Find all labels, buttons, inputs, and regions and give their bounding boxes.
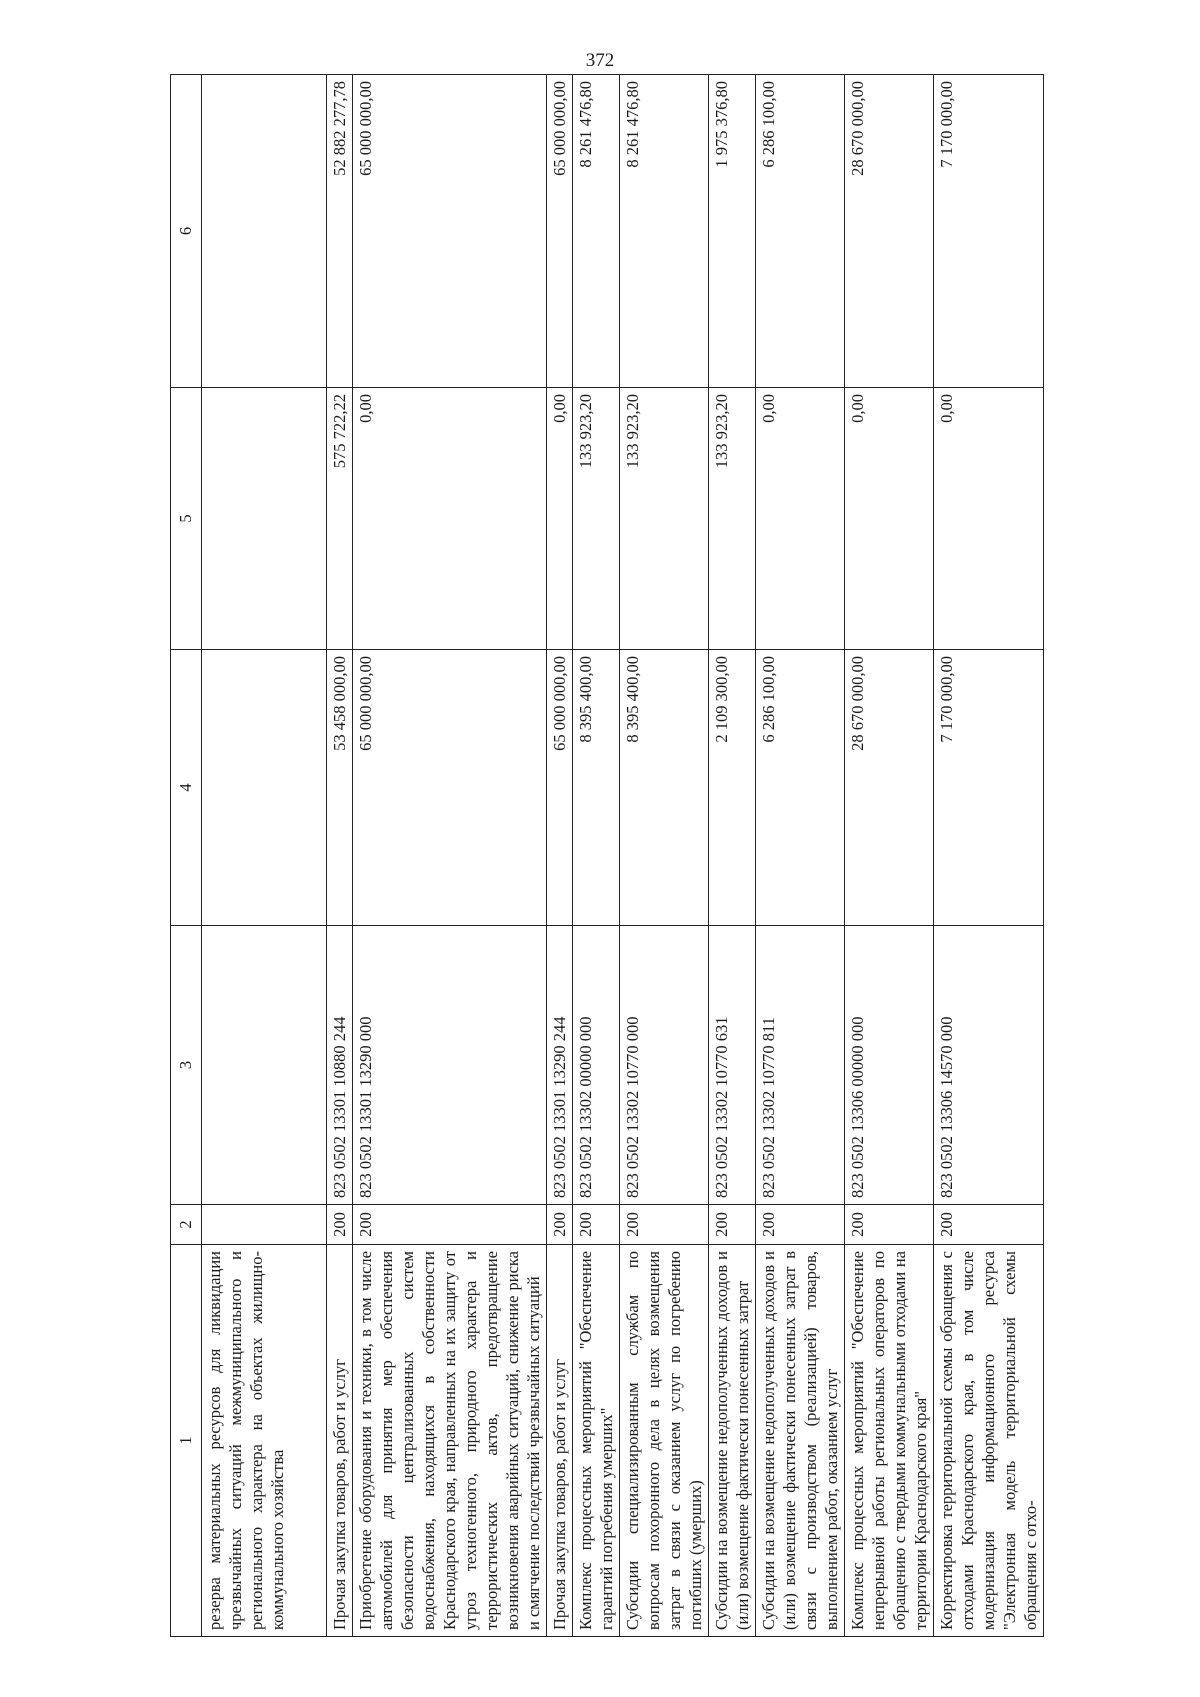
row-amount-total: 65 000 000,00: [547, 75, 573, 388]
table-row: [353, 75, 547, 1637]
column-header: 3: [171, 926, 202, 1205]
row-description: Субсидии на возмещение недополученных доходов и (или) возмещение фактически понесенных затрат: [709, 1245, 756, 1637]
row-amount-total: 8 261 476,80: [573, 75, 620, 388]
row-code: 200: [709, 1205, 756, 1245]
column-header: 4: [171, 650, 202, 926]
row-description: Прочая закупка товаров, работ и услуг: [327, 1245, 353, 1637]
row-classification: 823 0502 13301 13290 244: [547, 926, 573, 1205]
row-code: 200: [573, 1205, 620, 1245]
row-amount-approved: 65 000 000,00: [547, 650, 573, 926]
row-code: [202, 1205, 327, 1245]
row-classification: 823 0502 13302 10770 811: [756, 926, 845, 1205]
row-code: 200: [934, 1205, 1044, 1245]
table-row: [756, 75, 845, 1637]
row-amount-approved: 65 000 000,00: [353, 650, 547, 926]
column-header: 5: [171, 388, 202, 650]
row-description: Приобретение оборудования и техники, в том числе автомобилей для принятия мер обеспечения безопасности централизованных систем водоснабжения, находящихся в собственности Краснодарского края, направленных на их защиту от угроз техногенного, природного характера и террористических актов, предотвращение возникновения аварийных ситуаций, снижение риска и смягчение последствий чрезвычайных ситуаций: [353, 1245, 547, 1637]
row-amount-approved: 6 286 100,00: [756, 650, 845, 926]
row-code: 200: [845, 1205, 934, 1245]
row-description: Корректировка территориальной схемы обращения с отходами Краснодарского края, в том числе модернизация информационного ресурса "Электронная модель территориальной схемы обращения с отхо-: [934, 1245, 1044, 1637]
row-amount-change: 0,00: [353, 388, 547, 650]
row-amount-approved: 28 670 000,00: [845, 650, 934, 926]
column-header: 2: [171, 1205, 202, 1245]
column-header: 6: [171, 75, 202, 388]
row-classification: 823 0502 13302 10770 000: [620, 926, 709, 1205]
row-description: Субсидии на возмещение недополученных доходов и (или) возмещение фактически понесенных затрат в связи с производством (реализацией) товаров, выполнением работ, оказанием услуг: [756, 1245, 845, 1637]
table-row: [327, 75, 353, 1637]
row-amount-approved: 8 395 400,00: [620, 650, 709, 926]
row-code: 200: [327, 1205, 353, 1245]
row-description: Комплекс процессных мероприятий "Обеспечение гарантий погребения умерших": [573, 1245, 620, 1637]
row-code: 200: [620, 1205, 709, 1245]
row-amount-change: 0,00: [547, 388, 573, 650]
row-amount-total: 65 000 000,00: [353, 75, 547, 388]
row-classification: 823 0502 13302 10770 631: [709, 926, 756, 1205]
row-amount-change: 0,00: [845, 388, 934, 650]
row-amount-approved: 8 395 400,00: [573, 650, 620, 926]
row-amount-approved: [202, 650, 327, 926]
row-amount-change: 133 923,20: [620, 388, 709, 650]
column-header: 1: [171, 1245, 202, 1637]
row-amount-total: 8 261 476,80: [620, 75, 709, 388]
row-amount-total: 1 975 376,80: [709, 75, 756, 388]
row-code: 200: [756, 1205, 845, 1245]
row-classification: 823 0502 13306 14570 000: [934, 926, 1044, 1205]
row-amount-change: 133 923,20: [573, 388, 620, 650]
table-row: [709, 75, 756, 1637]
table-header-row: [171, 75, 202, 1637]
row-classification: 823 0502 13301 13290 000: [353, 926, 547, 1205]
row-classification: 823 0502 13301 10880 244: [327, 926, 353, 1205]
table-row: [620, 75, 709, 1637]
table-row: [573, 75, 620, 1637]
row-description: Прочая закупка товаров, работ и услуг: [547, 1245, 573, 1637]
row-amount-change: 575 722,22: [327, 388, 353, 650]
row-code: 200: [353, 1205, 547, 1245]
row-amount-change: 0,00: [934, 388, 1044, 650]
row-amount-total: 6 286 100,00: [756, 75, 845, 388]
row-amount-total: 52 882 277,78: [327, 75, 353, 388]
row-amount-approved: 53 458 000,00: [327, 650, 353, 926]
row-description: Комплекс процессных мероприятий "Обеспечение непрерывной работы региональных операторов по обращению с твердыми коммунальными отходами на территории Краснодарского края": [845, 1245, 934, 1637]
row-code: 200: [547, 1205, 573, 1245]
table-row: [202, 75, 327, 1637]
table-row: [547, 75, 573, 1637]
row-amount-change: 0,00: [756, 388, 845, 650]
page-number: 372: [585, 50, 615, 71]
rotated-page-content: [170, 75, 1064, 1637]
table-row: [845, 75, 934, 1637]
row-amount-total: [202, 75, 327, 388]
row-description: Субсидии специализированным службам по вопросам похоронного дела в целях возмещения затрат в связи с оказанием услуг по погребению погибших (умерших): [620, 1245, 709, 1637]
row-amount-change: 133 923,20: [709, 388, 756, 650]
row-amount-approved: 2 109 300,00: [709, 650, 756, 926]
row-amount-change: [202, 388, 327, 650]
row-classification: 823 0502 13306 00000 000: [845, 926, 934, 1205]
row-classification: [202, 926, 327, 1205]
table-row: [934, 75, 1044, 1637]
row-amount-total: 28 670 000,00: [845, 75, 934, 388]
budget-table: [170, 74, 1044, 1637]
row-description: резерва материальных ресурсов для ликвидации чрезвычайных ситуаций межмуниципального и регионального характера на объектах жилищно-коммунального хозяйства: [202, 1245, 327, 1637]
row-classification: 823 0502 13302 00000 000: [573, 926, 620, 1205]
row-amount-total: 7 170 000,00: [934, 75, 1044, 388]
row-amount-approved: 7 170 000,00: [934, 650, 1044, 926]
